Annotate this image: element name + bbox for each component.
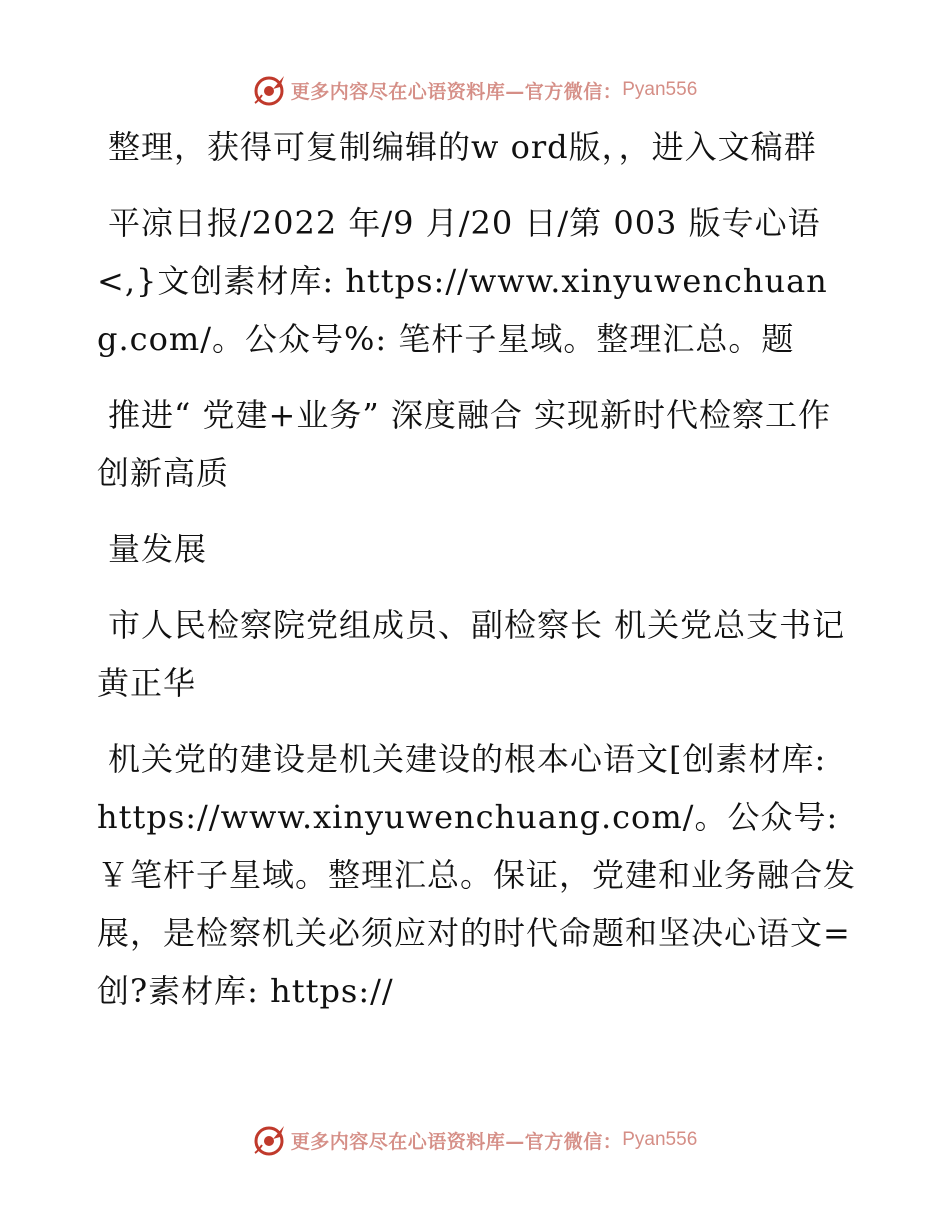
document-body — [97, 118, 857, 1020]
paragraph-body: 机关党的建设是机关建设的根本心语文[创素材库: https://www.xinyuwenchuang.com/。公众号: ￥笔杆子星域。整理汇总。保证，党建和业务融合发展，是检察机关必须应对的时代命题和坚决心语文=创?素材库: https:// — [97, 740, 857, 1010]
paragraph-intro: 整理，获得可复制编辑的w ord版，，进入文稿群 — [108, 128, 817, 166]
paragraph-source: 平凉日报/2022 年/9 月/20 日/第 003 版专心语<,}文创素材库: https://www.xinyuwenchuang.com/。公众号%: 笔杆子星域。整理汇总。题 — [97, 204, 828, 358]
banner-wechat-id: Pyan556 — [622, 79, 698, 100]
footer-watermark-banner — [0, 1120, 950, 1160]
banner-wechat-id: Pyan556 — [622, 1129, 698, 1150]
quill-logo-icon — [253, 1123, 287, 1157]
paragraph-author: 市人民检察院党组成员、副检察长 机关党总支书记 黄正华 — [97, 606, 846, 702]
paragraph-title: 推进“ 党建+业务” 深度融合 实现新时代检察工作创新高质 — [97, 396, 832, 492]
header-watermark-banner — [0, 70, 950, 110]
paragraph-title-cont: 量发展 — [108, 530, 208, 568]
banner-text: 更多内容尽在心语资料库—官方微信： — [290, 1130, 623, 1153]
banner-text: 更多内容尽在心语资料库—官方微信： — [290, 80, 623, 103]
quill-logo-icon — [253, 73, 287, 107]
